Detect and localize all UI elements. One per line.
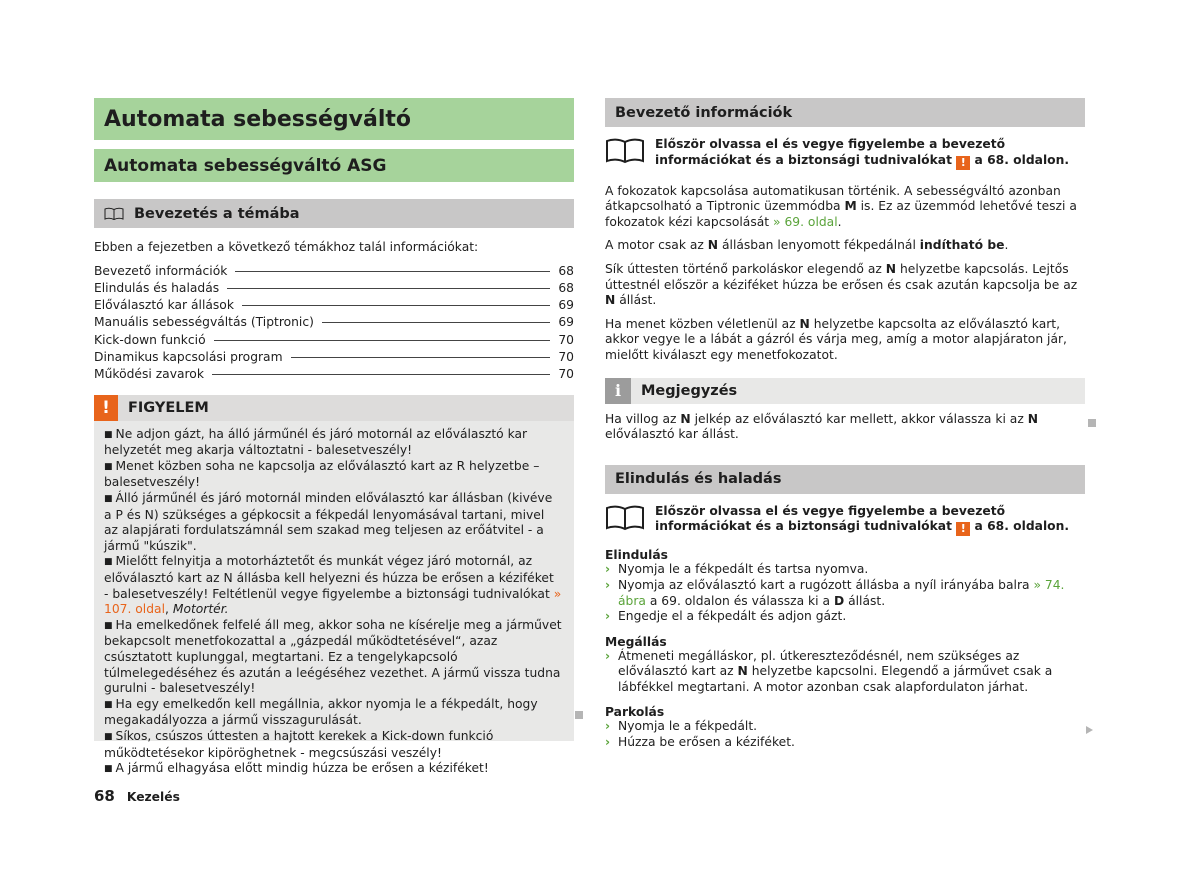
step: › Nyomja le a fékpedált és tartsa nyomva.	[605, 562, 869, 577]
section-title: Elindulás és haladás	[615, 471, 782, 488]
warning-icon: !	[956, 156, 970, 170]
step: › Nyomja az előválasztó kart a rugózott állásba a nyíl irányába balra » 74. ábra a 69. oldalon és válassza ki a D állást.	[605, 577, 1065, 608]
section-title: Bevezető információk	[615, 104, 793, 121]
intro-section-title: Bevezetés a témába	[134, 205, 300, 222]
section-name: Kezelés	[126, 790, 180, 804]
warning-item: ■ Álló járműnél és járó motornál minden előválasztó kar állásban (kivéve a P és N) szükséges a gépkocsit a fékpedál lenyomásával tartani, mivel az alapjárati fordulatszámnál sem szakad meg teljesen az erőátvitel - a jármű "kúszik".	[104, 491, 553, 553]
step: › Húzza be erősen a kéziféket.	[605, 735, 795, 750]
book-icon	[104, 207, 124, 221]
section-header-start	[605, 465, 1085, 494]
warning-item: ■ Síkos, csúszos úttesten a hajtott kerekek a Kick-down funkció működtetésekor kipöröghetnek - megcsúszási veszély!	[104, 728, 494, 760]
section-header-intro	[605, 98, 1085, 127]
page-link[interactable]: » 69. oldal	[773, 214, 838, 229]
chapter-title: Automata sebességváltó	[94, 98, 574, 140]
toc-row[interactable]: Működési zavarok 70	[94, 367, 574, 382]
toc-row[interactable]: Bevezető információk 68	[94, 263, 574, 278]
subheading: Megállás	[605, 634, 667, 649]
chevron-right-icon: ›	[605, 577, 611, 592]
toc-row[interactable]: Előválasztó kar állások 69	[94, 298, 574, 313]
toc-row[interactable]: Dinamikus kapcsolási program 70	[94, 350, 574, 365]
step: › Engedje el a fékpedált és adjon gázt.	[605, 609, 847, 624]
chevron-right-icon: ›	[605, 735, 611, 750]
page-number: 68	[94, 787, 115, 805]
note-title: Megjegyzés	[641, 382, 738, 399]
right-column	[605, 98, 1085, 751]
note-header	[605, 378, 1085, 404]
toc-row[interactable]: Kick-down funkció 70	[94, 332, 574, 347]
chevron-right-icon: ›	[605, 562, 611, 577]
paragraph: A fokozatok kapcsolása automatikusan történik. A sebességváltó azonban átkapcsolható a Tiptronic üzemmódba M is. Ez az üzemmód lehetővé teszi a fokozatok kézi kapcsolását » 69. oldal.	[605, 183, 1077, 229]
left-column	[94, 98, 574, 776]
table-of-contents	[94, 264, 574, 385]
warning-box	[94, 395, 574, 776]
intro-text: Ebben a fejezetben a következő témákhoz talál információkat:	[94, 240, 479, 254]
info-icon: i	[605, 378, 631, 404]
warning-icon: !	[94, 395, 118, 421]
paragraph: Ha menet közben véletlenül az N helyzetbe kapcsolta az előválasztó kart, akkor vegye le a lábát a gázról és várja meg, amíg a motor alapjáraton jár, mielőtt kiválaszt egy menetfokozatot.	[605, 316, 1067, 362]
warning-item: ■ Menet közben soha ne kapcsolja az előválasztó kart az R helyzetbe – balesetveszély!	[104, 458, 540, 490]
book-icon	[605, 504, 645, 532]
chevron-right-icon: ›	[605, 648, 611, 663]
page-footer	[94, 787, 180, 805]
warning-header	[94, 395, 574, 421]
toc-row[interactable]: Elindulás és haladás 68	[94, 280, 574, 295]
warning-item: ■ Mielőtt felnyitja a motorháztetőt és munkát végez járó motornál, az előválasztó kart az N állásba kell helyezni és húzza be erősen a kéziféket - balesetveszély! Feltétlenül vegye figyelembe a biztonsági tudnivalókat » 107. oldal, Motortér.	[104, 554, 562, 617]
book-icon	[605, 137, 645, 165]
read-first-note: Először olvassa el és vegye figyelembe a bevezető információkat és a biztonsági tudnivalókat ! a 68. oldalon.	[605, 137, 1085, 170]
end-marker	[1088, 419, 1096, 427]
warning-item: ■ Ha egy emelkedőn kell megállnia, akkor nyomja le a fékpedált, hogy megakadályozza a jármű visszagurulását.	[104, 696, 538, 728]
step: › Átmeneti megálláskor, pl. útkereszteződésnél, nem szükséges az előválasztó kart az N helyzetbe kapcsolni. Elegendő a járművet csak a lábfékkel megtartani. A motor azonban csak alapfordulaton járhat.	[605, 648, 1053, 694]
warning-icon: !	[956, 522, 970, 536]
warning-item: ■ Ha emelkedőnek felfelé áll meg, akkor soha ne kísérelje meg a járművet bekapcsolt menetfokozattal a „gázpedál működtetésével“, azaz csúsztatott kuplunggal, megtartani. Ez a tengelykapcsoló túlmelegedéséhez és azután a leégéséhez vezethet. A jármű vissza tudna gurulni - balesetveszély!	[104, 617, 562, 696]
page-link[interactable]: » 107. oldal	[104, 586, 562, 617]
continue-arrow-icon	[1086, 726, 1093, 734]
read-first-note: Először olvassa el és vegye figyelembe a bevezető információkat és a biztonsági tudnivalókat ! a 68. oldalon.	[605, 504, 1085, 537]
subheading: Parkolás	[605, 705, 665, 720]
toc-row[interactable]: Manuális sebességváltás (Tiptronic) 69	[94, 315, 574, 330]
paragraph: A motor csak az N állásban lenyomott fékpedálnál indítható be.	[605, 238, 1009, 253]
warning-title: FIGYELEM	[128, 399, 209, 416]
warning-body	[94, 421, 562, 778]
intro-section-header	[94, 199, 574, 228]
note-text: Ha villog az N jelkép az előválasztó kar mellett, akkor válassza ki az N előválasztó kar állást.	[605, 411, 1039, 442]
warning-item: ■ A jármű elhagyása előtt mindig húzza be erősen a kéziféket!	[104, 761, 489, 776]
chevron-right-icon: ›	[605, 719, 611, 734]
step: › Nyomja le a fékpedált.	[605, 719, 758, 734]
chapter-subtitle: Automata sebességváltó ASG	[94, 149, 574, 182]
end-marker	[575, 711, 583, 719]
subheading: Elindulás	[605, 548, 668, 563]
paragraph: Sík úttesten történő parkoláskor elegendő az N helyzetbe kapcsolás. Lejtős úttestnél először a kéziféket húzza be erősen és csak azután kapcsolja be az N állást.	[605, 261, 1078, 308]
warning-item: ■ Ne adjon gázt, ha álló járműnél és járó motornál az előválasztó kar helyzetét meg akarja változtatni - balesetveszély!	[104, 426, 528, 458]
figure-link[interactable]: » 74. ábra	[618, 577, 1065, 608]
chevron-right-icon: ›	[605, 609, 611, 624]
